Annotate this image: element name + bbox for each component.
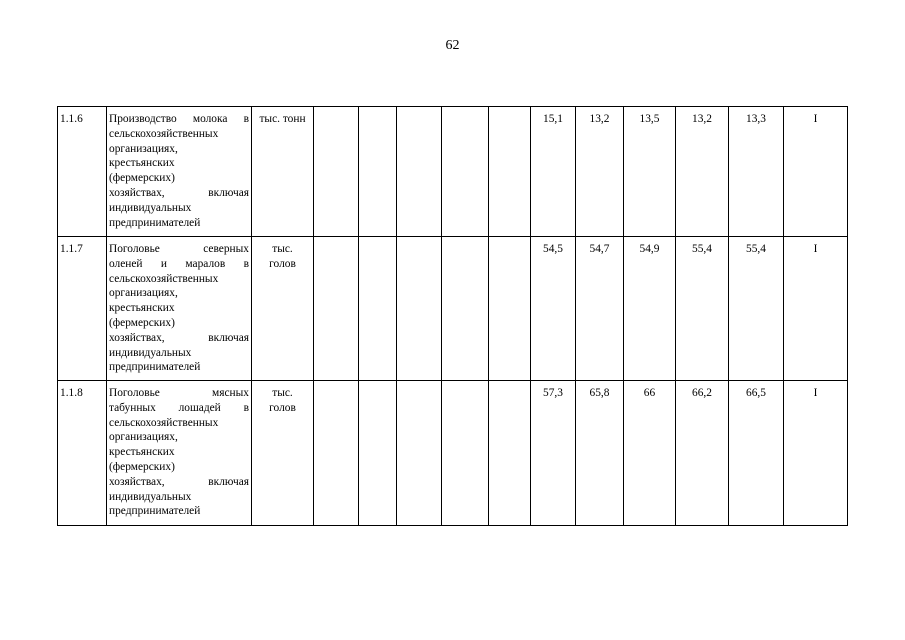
indicator-name-line: (фермерских) bbox=[109, 172, 175, 185]
unit-cell bbox=[252, 107, 314, 237]
indicator-name-line: табунных лошадей в bbox=[109, 401, 249, 414]
indicator-name-line: организациях, bbox=[109, 287, 178, 300]
indicator-name-line: крестьянских bbox=[109, 446, 175, 459]
value-cell: 66 bbox=[624, 381, 676, 526]
row-number-cell: 1.1.8 bbox=[58, 381, 107, 526]
empty-cell bbox=[359, 381, 397, 526]
unit-line: голов bbox=[269, 257, 296, 270]
empty-cell bbox=[489, 237, 531, 381]
value-cell: 13,2 bbox=[576, 107, 624, 237]
empty-cell bbox=[397, 237, 442, 381]
source-cell: I bbox=[784, 381, 848, 526]
value-cell: 15,1 bbox=[531, 107, 576, 237]
indicator-name-line: предпринимателей bbox=[109, 216, 201, 229]
value-cell: 54,7 bbox=[576, 237, 624, 381]
indicator-name-line: оленей и маралов в bbox=[109, 257, 249, 270]
value-cell: 13,3 bbox=[729, 107, 784, 237]
indicator-name-line: индивидуальных bbox=[109, 346, 192, 359]
indicator-name-line: предпринимателей bbox=[109, 361, 201, 374]
indicator-name-line: сельскохозяйственных bbox=[109, 272, 219, 285]
indicator-name-line: сельскохозяйственных bbox=[109, 416, 219, 429]
indicator-name-line: крестьянских bbox=[109, 302, 175, 315]
indicator-name-line: хозяйствах, включая bbox=[109, 475, 249, 488]
empty-cell bbox=[489, 107, 531, 237]
row-number-cell: 1.1.6 bbox=[58, 107, 107, 237]
unit-line: тыс. bbox=[272, 243, 293, 255]
indicator-name-cell bbox=[107, 381, 252, 526]
unit-line: тыс. bbox=[272, 387, 293, 399]
table-row bbox=[58, 381, 848, 526]
unit-cell bbox=[252, 237, 314, 381]
value-cell: 66,2 bbox=[676, 381, 729, 526]
value-cell: 13,2 bbox=[676, 107, 729, 237]
source-cell: I bbox=[784, 107, 848, 237]
page-number: 62 bbox=[445, 38, 460, 53]
row-number-cell: 1.1.7 bbox=[58, 237, 107, 381]
unit-line: тыс. тонн bbox=[259, 113, 306, 125]
indicator-name-cell bbox=[107, 237, 252, 381]
value-cell: 55,4 bbox=[676, 237, 729, 381]
indicator-name-line: Поголовье северных bbox=[109, 243, 249, 255]
empty-cell bbox=[489, 381, 531, 526]
value-cell: 66,5 bbox=[729, 381, 784, 526]
indicator-name-line: предпринимателей bbox=[109, 505, 201, 518]
unit-cell bbox=[252, 381, 314, 526]
indicator-name-line: крестьянских bbox=[109, 157, 175, 170]
indicator-name-line: Производство молока в bbox=[109, 113, 249, 125]
empty-cell bbox=[397, 107, 442, 237]
value-cell: 13,5 bbox=[624, 107, 676, 237]
indicator-name-line: индивидуальных bbox=[109, 201, 192, 214]
empty-cell bbox=[314, 107, 359, 237]
value-cell: 54,5 bbox=[531, 237, 576, 381]
indicator-table bbox=[57, 106, 848, 526]
value-cell: 57,3 bbox=[531, 381, 576, 526]
indicator-name-cell bbox=[107, 107, 252, 237]
empty-cell bbox=[314, 237, 359, 381]
empty-cell bbox=[314, 381, 359, 526]
table-row bbox=[58, 237, 848, 381]
indicator-name-line: организациях, bbox=[109, 142, 178, 155]
indicator-name-line: хозяйствах, включая bbox=[109, 186, 249, 199]
indicator-name-line: хозяйствах, включая bbox=[109, 331, 249, 344]
indicator-name-line: организациях, bbox=[109, 431, 178, 444]
value-cell: 55,4 bbox=[729, 237, 784, 381]
source-cell: I bbox=[784, 237, 848, 381]
empty-cell bbox=[442, 381, 489, 526]
empty-cell bbox=[397, 381, 442, 526]
empty-cell bbox=[359, 237, 397, 381]
indicator-name-line: сельскохозяйственных bbox=[109, 127, 219, 140]
indicator-name-line: Поголовье мясных bbox=[109, 387, 249, 399]
empty-cell bbox=[359, 107, 397, 237]
value-cell: 65,8 bbox=[576, 381, 624, 526]
value-cell: 54,9 bbox=[624, 237, 676, 381]
empty-cell bbox=[442, 237, 489, 381]
indicator-name-line: индивидуальных bbox=[109, 490, 192, 503]
unit-line: голов bbox=[269, 401, 296, 414]
empty-cell bbox=[442, 107, 489, 237]
indicator-name-line: (фермерских) bbox=[109, 460, 175, 473]
indicator-name-line: (фермерских) bbox=[109, 316, 175, 329]
table-row bbox=[58, 107, 848, 237]
